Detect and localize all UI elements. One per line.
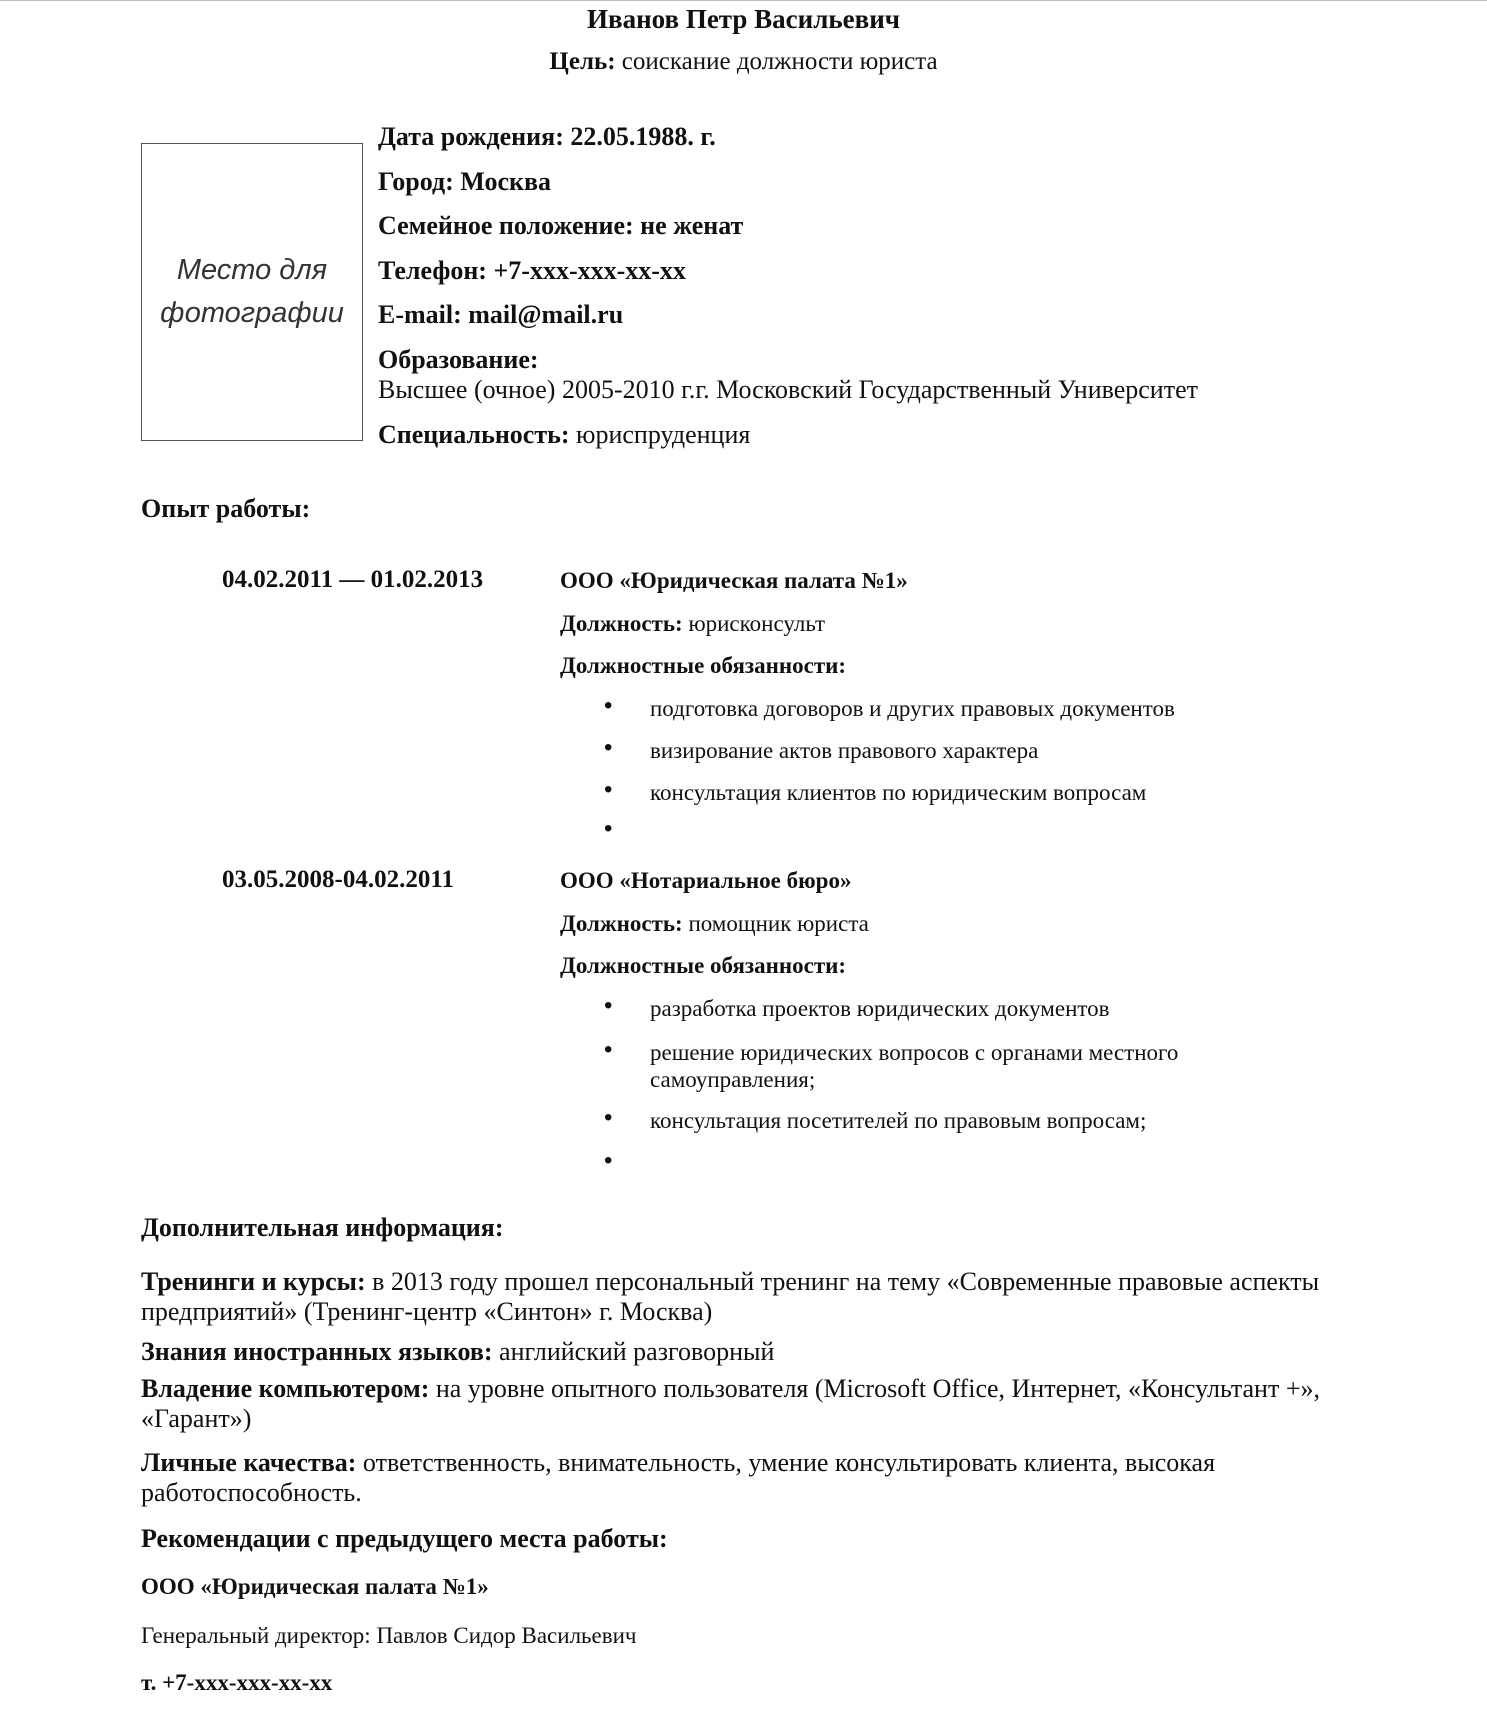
birth-date: Дата рождения: 22.05.1988. г.: [378, 122, 716, 151]
job-period: 04.02.2011 — 01.02.2013: [222, 566, 484, 593]
recommendation-director: Генеральный директор: Павлов Сидор Васильевич: [141, 1623, 637, 1648]
duty-item: подготовка договоров и других правовых документов: [650, 696, 1175, 721]
languages: [141, 1337, 774, 1367]
bullet-icon: •: [604, 1147, 613, 1174]
education-label: Образование:: [378, 345, 539, 374]
personal-qualities: [141, 1448, 1361, 1508]
qualities-value: ответственность, внимательность, умение консультировать клиента, высокая работоспособность.: [141, 1448, 1216, 1507]
languages-value: английский разговорный: [492, 1337, 775, 1366]
photo-text-line1: Место для: [176, 254, 328, 286]
goal-line: [0, 48, 1487, 76]
bullet-icon: •: [604, 1104, 613, 1131]
phone: Телефон: +7-xxx-xxx-xx-xx: [378, 256, 686, 285]
qualities-label: Личные качества:: [141, 1448, 357, 1477]
recommendations-title: Рекомендации с предыдущего места работы:: [141, 1524, 668, 1553]
trainings-label: Тренинги и курсы:: [141, 1267, 366, 1296]
languages-label: Знания иностранных языков:: [141, 1337, 493, 1366]
bullet-icon: •: [604, 815, 613, 842]
computer-skills: [141, 1374, 1361, 1434]
photo-text-line2: фотографии: [160, 297, 344, 329]
specialty: [378, 420, 750, 450]
marital-status: Семейное положение: не женат: [378, 211, 744, 240]
candidate-name: Иванов Петр Васильевич: [587, 4, 900, 34]
bullet-icon: •: [604, 692, 613, 719]
position-value: помощник юриста: [682, 911, 869, 936]
specialty-label: Специальность:: [378, 420, 570, 449]
email: E-mail: mail@mail.ru: [378, 300, 624, 329]
goal-label: Цель:: [549, 48, 616, 75]
duties-label: Должностные обязанности:: [560, 953, 847, 978]
position-label: Должность:: [560, 911, 683, 936]
job-company: ООО «Юридическая палата №1»: [560, 568, 908, 593]
duty-item: разработка проектов юридических документов: [650, 996, 1110, 1021]
specialty-value: юриспруденция: [569, 420, 751, 449]
bullet-icon: •: [604, 776, 613, 803]
recommendation-company: ООО «Юридическая палата №1»: [141, 1574, 489, 1599]
goal-value: соискание должности юриста: [615, 48, 938, 75]
duty-item: консультация посетителей по правовым вопросам;: [650, 1108, 1147, 1133]
position-value: юрисконсульт: [682, 611, 825, 636]
bullet-icon: •: [604, 992, 613, 1019]
duty-item: визирование актов правового характера: [650, 738, 1039, 763]
job-company: ООО «Нотариальное бюро»: [560, 868, 852, 893]
bullet-icon: •: [604, 734, 613, 761]
job-period: 03.05.2008-04.02.2011: [222, 866, 454, 893]
duty-item: решение юридических вопросов с органами местного самоуправления;: [650, 1040, 1179, 1092]
duty-item: консультация клиентов по юридическим вопросам: [650, 780, 1147, 805]
city: Город: Москва: [378, 167, 552, 196]
bullet-icon: •: [604, 1036, 613, 1063]
position-label: Должность:: [560, 611, 683, 636]
additional-title: Дополнительная информация:: [141, 1213, 504, 1242]
job-position: [560, 911, 869, 937]
experience-title: Опыт работы:: [141, 494, 311, 523]
trainings: [141, 1267, 1361, 1327]
trainings-value: в 2013 году прошел персональный тренинг на тему «Современные правовые аспекты предприятий» (Тренинг-центр «Синтон» г. Москва): [141, 1267, 1320, 1326]
computer-value: на уровне опытного пользователя (Microsoft Office, Интернет, «Консультант +», «Гарант»): [141, 1374, 1320, 1433]
top-border: [0, 0, 1487, 1]
photo-placeholder: [141, 143, 363, 441]
duties-label: Должностные обязанности:: [560, 653, 847, 678]
recommendation-phone: т. +7-xxx-xxx-xx-xx: [141, 1670, 333, 1695]
education-value: Высшее (очное) 2005-2010 г.г. Московский Государственный Университет: [378, 375, 1198, 404]
job-position: [560, 611, 825, 637]
computer-label: Владение компьютером:: [141, 1374, 430, 1403]
